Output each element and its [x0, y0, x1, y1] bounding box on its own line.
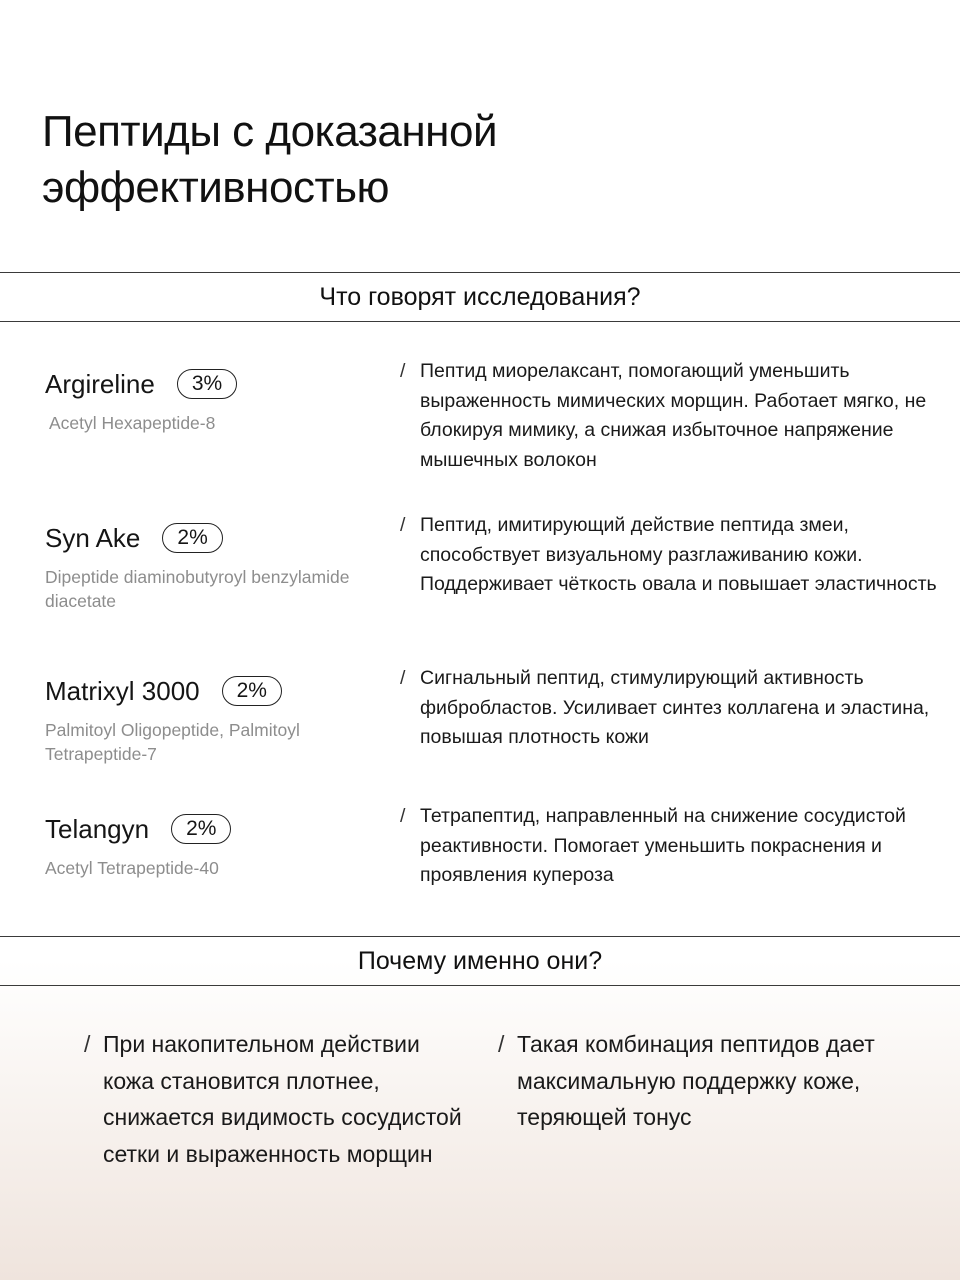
slash-marker: / [400, 805, 406, 827]
slash-marker: / [400, 667, 406, 689]
percent-badge: 2% [162, 523, 222, 553]
peptide-name-line [45, 367, 237, 401]
peptide-description [400, 664, 940, 753]
peptide-description-text: Пептид, имитирующий действие пептида змеи, способствует визуальному разглаживанию кожи. Поддерживает чёткость овала и повышает эластичность [420, 514, 937, 596]
peptide-description [400, 511, 940, 600]
peptide-name: Telangyn [45, 813, 150, 844]
peptide-description [400, 802, 940, 891]
page-title-line-1: Пептиды с доказанной [42, 107, 498, 156]
research-heading: Что говорят исследования? [0, 272, 960, 322]
slash-marker: / [498, 1031, 505, 1057]
why-heading: Почему именно они? [0, 936, 960, 986]
why-point-2 [498, 1026, 918, 1136]
peptide-inci: Acetyl Tetrapeptide-40 [45, 858, 219, 878]
page-title-line-2: эффективностью [42, 163, 390, 212]
why-point-text: При накопительном действии кожа становится плотнее, снижается видимость сосудистой сетки и выраженность морщин [103, 1031, 462, 1167]
peptide-name: Argireline [45, 368, 155, 399]
peptide-inci: Acetyl Hexapeptide-8 [49, 413, 216, 433]
slash-marker: / [400, 360, 406, 382]
percent-badge: 2% [222, 676, 282, 706]
why-point-text: Такая комбинация пептидов дает максимальную поддержку коже, теряющей тонус [517, 1031, 875, 1130]
peptide-name-line [45, 521, 223, 555]
peptide-description-text: Сигнальный пептид, стимулирующий активность фибробластов. Усиливает синтез коллагена и эластина, повышая плотность кожи [420, 667, 930, 749]
why-point-1 [84, 1026, 464, 1172]
slash-marker: / [84, 1031, 91, 1057]
peptide-description-text: Пептид миорелаксант, помогающий уменьшить выраженность мимических морщин. Работает мягко, не блокируя мимику, а снижая избыточное напряжение мышечных волокон [420, 360, 927, 472]
peptide-name: Matrixyl 3000 [45, 675, 200, 706]
percent-badge: 2% [171, 814, 231, 844]
peptide-inci: Palmitoyl Oligopeptide, Palmitoyl Tetrapeptide-7 [45, 720, 300, 764]
slash-marker: / [400, 514, 406, 536]
peptide-description-text: Тетрапептид, направленный на снижение сосудистой реактивности. Помогает уменьшить покраснения и проявления купероза [420, 805, 906, 887]
percent-badge: 3% [177, 369, 237, 399]
peptide-name-line [45, 674, 282, 708]
peptide-description [400, 357, 940, 476]
page-title [42, 104, 497, 216]
peptide-name: Syn Ake [45, 522, 141, 553]
peptide-inci: Dipeptide diaminobutyroyl benzylamide diacetate [45, 567, 350, 611]
peptide-name-line [45, 812, 231, 846]
